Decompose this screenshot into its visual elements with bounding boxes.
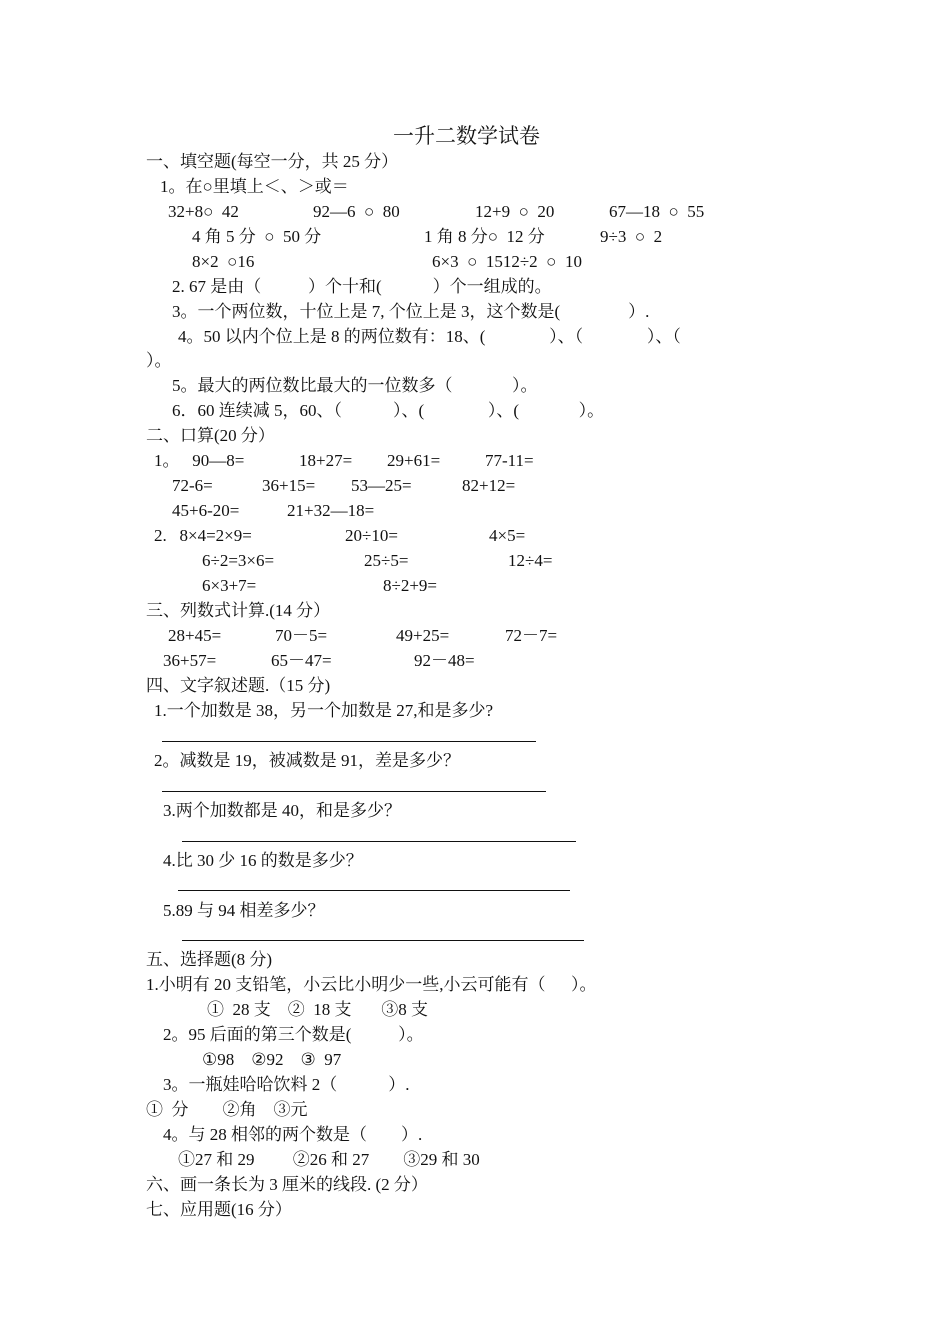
s5-q2-opts: ①98 ②92 ③ 97 — [202, 1050, 342, 1069]
s2-q2-r2a: 6÷2=3×6= — [202, 551, 275, 570]
s3-r1c: 49+25= — [396, 626, 450, 645]
s5-q3: 3。一瓶娃哈哈饮料 2（ ）. — [163, 1075, 410, 1094]
s4-q3: 3.两个加数都是 40，和是多少？ — [163, 801, 401, 820]
s5-q4-opts: ①27 和 29 ②26 和 27 ③29 和 30 — [178, 1150, 480, 1169]
s2-q1-r1b: 18+27= — [299, 451, 353, 470]
s1-q1-r1b: 92—6 ○ 80 — [313, 202, 400, 221]
s5-q1-opts: ① 28 支 ② 18 支 ③8 支 — [207, 1000, 428, 1019]
s4-q4: 4.比 30 少 16 的数是多少？ — [163, 851, 363, 870]
s5-q2: 2。95 后面的第三个数是( ）。 — [163, 1025, 424, 1044]
s2-q2-r2c: 12÷4= — [508, 551, 553, 570]
s2-q2-r1c: 4×5= — [489, 526, 526, 545]
s2-q1-r2d: 82+12= — [462, 476, 516, 495]
s5-q1: 1.小明有 20 支铅笔，小云比小明少一些,小云可能有（ ）。 — [146, 975, 597, 994]
s1-q1-r2c: 9÷3 ○ 2 — [600, 227, 663, 246]
s1-q4: 4。50 以内个位上是 8 的两位数有：18、( ）、（ ）、（ — [178, 327, 681, 346]
s1-q2: 2. 67 是由（ ）个十和( ）个一组成的。 — [172, 277, 552, 296]
s7-head: 七、应用题(16 分） — [146, 1200, 292, 1219]
answer-line-3 — [182, 841, 576, 842]
s1-q1-r2b: 1 角 8 分○ 12 分 — [424, 227, 545, 246]
s2-q1-r2b: 36+15= — [262, 476, 316, 495]
s3-r1b: 70－5= — [275, 626, 328, 645]
s1-q1-r1c: 12+9 ○ 20 — [475, 202, 555, 221]
s2-q1-r2a: 72-6= — [172, 476, 213, 495]
s1-head: 一、填空题(每空一分，共 25 分） — [146, 152, 399, 171]
s2-q1-r1a: 1。 90—8= — [154, 451, 245, 470]
s2-q2-r2b: 25÷5= — [364, 551, 409, 570]
s3-r2a: 36+57= — [163, 651, 217, 670]
s2-q2-r1a: 2. 8×4=2×9= — [154, 526, 252, 545]
s2-q1-r2c: 53—25= — [351, 476, 412, 495]
s4-q1: 1.一个加数是 38，另一个加数是 27,和是多少? — [154, 701, 494, 720]
s2-q2-r1b: 20÷10= — [345, 526, 398, 545]
s3-r1d: 72－7= — [505, 626, 558, 645]
s1-q4-cont: ）。 — [146, 351, 172, 370]
s2-q1-r3b: 21+32—18= — [287, 501, 375, 520]
s1-q1-r3b: 6×3 ○ 1512÷2 ○ 10 — [432, 252, 582, 271]
s2-q2-r3a: 6×3+7= — [202, 576, 257, 595]
s2-head: 二、口算(20 分） — [146, 426, 275, 445]
s1-q1: 1。在○里填上＜、＞或＝ — [160, 177, 349, 196]
page-title: 一升二数学试卷 — [393, 124, 540, 148]
s1-q1-r2a: 4 角 5 分 ○ 50 分 — [192, 227, 322, 246]
s2-q1-r1c: 29+61= — [387, 451, 441, 470]
s6-head: 六、画一条长为 3 厘米的线段. (2 分） — [146, 1175, 428, 1194]
s5-head: 五、选择题(8 分) — [146, 950, 273, 969]
s1-q1-r1d: 67—18 ○ 55 — [609, 202, 705, 221]
answer-line-4 — [178, 890, 570, 891]
s3-r2c: 92－48= — [414, 651, 475, 670]
answer-line-5 — [182, 940, 584, 941]
s5-q4: 4。与 28 相邻的两个数是（ ）. — [163, 1125, 423, 1144]
s4-head: 四、文字叙述题.（15 分) — [146, 676, 331, 695]
s4-q5: 5.89 与 94 相差多少？ — [163, 901, 325, 920]
s5-q3-opts: ① 分 ②角 ③元 — [146, 1100, 308, 1119]
s1-q3: 3。一个两位数，十位上是 7, 个位上是 3，这个数是( ）. — [172, 302, 650, 321]
s1-q1-r3a: 8×2 ○16 — [192, 252, 255, 271]
s2-q1-r3a: 45+6-20= — [172, 501, 240, 520]
s2-q1-r1d: 77-11= — [485, 451, 534, 470]
s3-head: 三、列数式计算.(14 分） — [146, 601, 331, 620]
s3-r2b: 65－47= — [271, 651, 332, 670]
answer-line-2 — [162, 791, 546, 792]
s4-q2: 2。减数是 19，被减数是 91，差是多少？ — [154, 751, 460, 770]
s1-q1-r1a: 32+8○ 42 — [168, 202, 239, 221]
s3-r1a: 28+45= — [168, 626, 222, 645]
s1-q5: 5。最大的两位数比最大的一位数多（ ）。 — [172, 376, 538, 395]
s2-q2-r3b: 8÷2+9= — [383, 576, 438, 595]
s1-q6: 6．60 连续减 5，60、（ ）、( ）、( ）。 — [172, 401, 605, 420]
answer-line-1 — [162, 741, 536, 742]
